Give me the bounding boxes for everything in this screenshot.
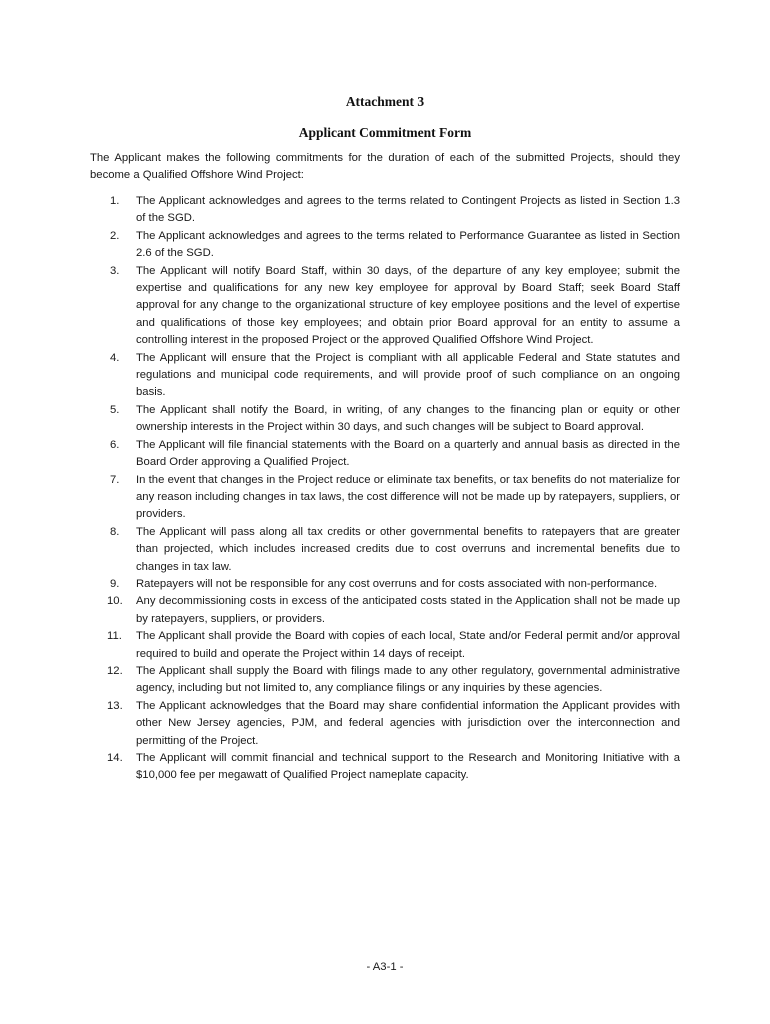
list-item xyxy=(90,576,680,593)
list-item-number: 9. xyxy=(110,577,120,590)
list-item xyxy=(90,472,680,524)
list-item-text: The Applicant acknowledges that the Board may share confidential information the Applicant provides with other New Jersey agencies, PJM, and federal agencies with jurisdiction over the interconnection and permitting of the Project. xyxy=(136,699,680,747)
attachment-title: Attachment 3 xyxy=(345,94,425,109)
list-item-number: 14. xyxy=(107,752,123,764)
list-item-text: The Applicant acknowledges and agrees to the terms related to Contingent Projects as listed in Section 1.3 of the SGD. xyxy=(136,195,680,225)
list-item xyxy=(90,593,680,628)
list-item-number: 6. xyxy=(110,438,120,451)
list-item-number: 2. xyxy=(110,229,120,242)
list-item xyxy=(90,228,680,263)
list-item-number: 13. xyxy=(107,699,123,712)
list-item-number: 4. xyxy=(110,351,120,364)
list-item-number: 10. xyxy=(107,595,123,608)
list-item-text: The Applicant will ensure that the Project is compliant with all applicable Federal and State statutes and regulations and municipal code requirements, and will provide proof of such compliance on an ongoing basis. xyxy=(136,351,680,399)
list-item-number: 12. xyxy=(107,664,123,677)
list-item-number: 3. xyxy=(110,264,120,277)
list-item-text: The Applicant will commit financial and technical support to the Research and Monitoring Initiative with a $10,000 fee per megawatt of Qualified Project nameplate capacity. xyxy=(136,752,680,782)
list-item-text: The Applicant will file financial statements with the Board on a quarterly and annual basis as directed in the Board Order approving a Qualified Project. xyxy=(136,438,680,469)
list-item-text: Any decommissioning costs in excess of the anticipated costs stated in the Application shall not be made up by ratepayers, suppliers, or providers. xyxy=(136,595,680,625)
list-item-number: 7. xyxy=(110,473,120,486)
list-item xyxy=(90,350,680,402)
list-item-number: 8. xyxy=(110,525,120,538)
list-item xyxy=(90,402,680,437)
list-item-number: 5. xyxy=(110,403,120,416)
list-item xyxy=(90,663,680,698)
commitment-list xyxy=(90,193,680,785)
list-item-text: Ratepayers will not be responsible for any cost overruns and for costs associated with non-performance. xyxy=(136,577,658,590)
list-item-number: 11. xyxy=(107,630,122,643)
list-item xyxy=(90,193,680,228)
list-item-text: The Applicant shall provide the Board with copies of each local, State and/or Federal permit and/or approval required to build and operate the Project within 14 days of receipt. xyxy=(136,630,680,660)
list-item xyxy=(90,524,680,576)
list-item xyxy=(90,263,680,350)
list-item-number: 1. xyxy=(110,195,120,207)
list-item xyxy=(90,437,680,472)
intro-paragraph: The Applicant makes the following commitments for the duration of each of the submitted Projects, should they become a Qualified Offshore Wind Project: xyxy=(90,152,680,182)
list-item-text: The Applicant shall supply the Board with filings made to any other regulatory, governmental administrative agency, including but not limited to, any compliance filings or any inquiries by these agencies. xyxy=(136,664,680,695)
list-item-text: The Applicant acknowledges and agrees to the terms related to Performance Guarantee as listed in Section 2.6 of the SGD. xyxy=(136,229,680,260)
form-title: Applicant Commitment Form xyxy=(298,125,472,140)
list-item xyxy=(90,628,680,663)
list-item xyxy=(90,698,680,750)
list-item xyxy=(90,750,680,785)
list-item-text: The Applicant will notify Board Staff, within 30 days, of the departure of any key employee; submit the expertise and qualifications for any new key employee for approval by Board Staff; seek Board Staff approval for any change to the organizational structure of key employee positions and the level of expertise and qualifications of those key employees; and obtain prior Board approval for an entity to assume a controlling interest in the proposed Project or the approved Qualified Offshore Wind Project. xyxy=(136,264,680,347)
list-item-text: In the event that changes in the Project reduce or eliminate tax benefits, or tax benefits do not materialize for any reason including changes in tax laws, the cost difference will not be made up by ratepayers, suppliers, or providers. xyxy=(136,473,680,521)
list-item-text: The Applicant will pass along all tax credits or other governmental benefits to ratepayers that are greater than projected, which includes increased credits due to cost overruns and incremental benefits due to changes in tax law. xyxy=(136,525,680,573)
page-number: - A3-1 - xyxy=(366,961,404,973)
list-item-text: The Applicant shall notify the Board, in writing, of any changes to the financing plan or equity or other ownership interests in the Project within 30 days, and such changes will be subject to Board approval. xyxy=(136,403,680,434)
